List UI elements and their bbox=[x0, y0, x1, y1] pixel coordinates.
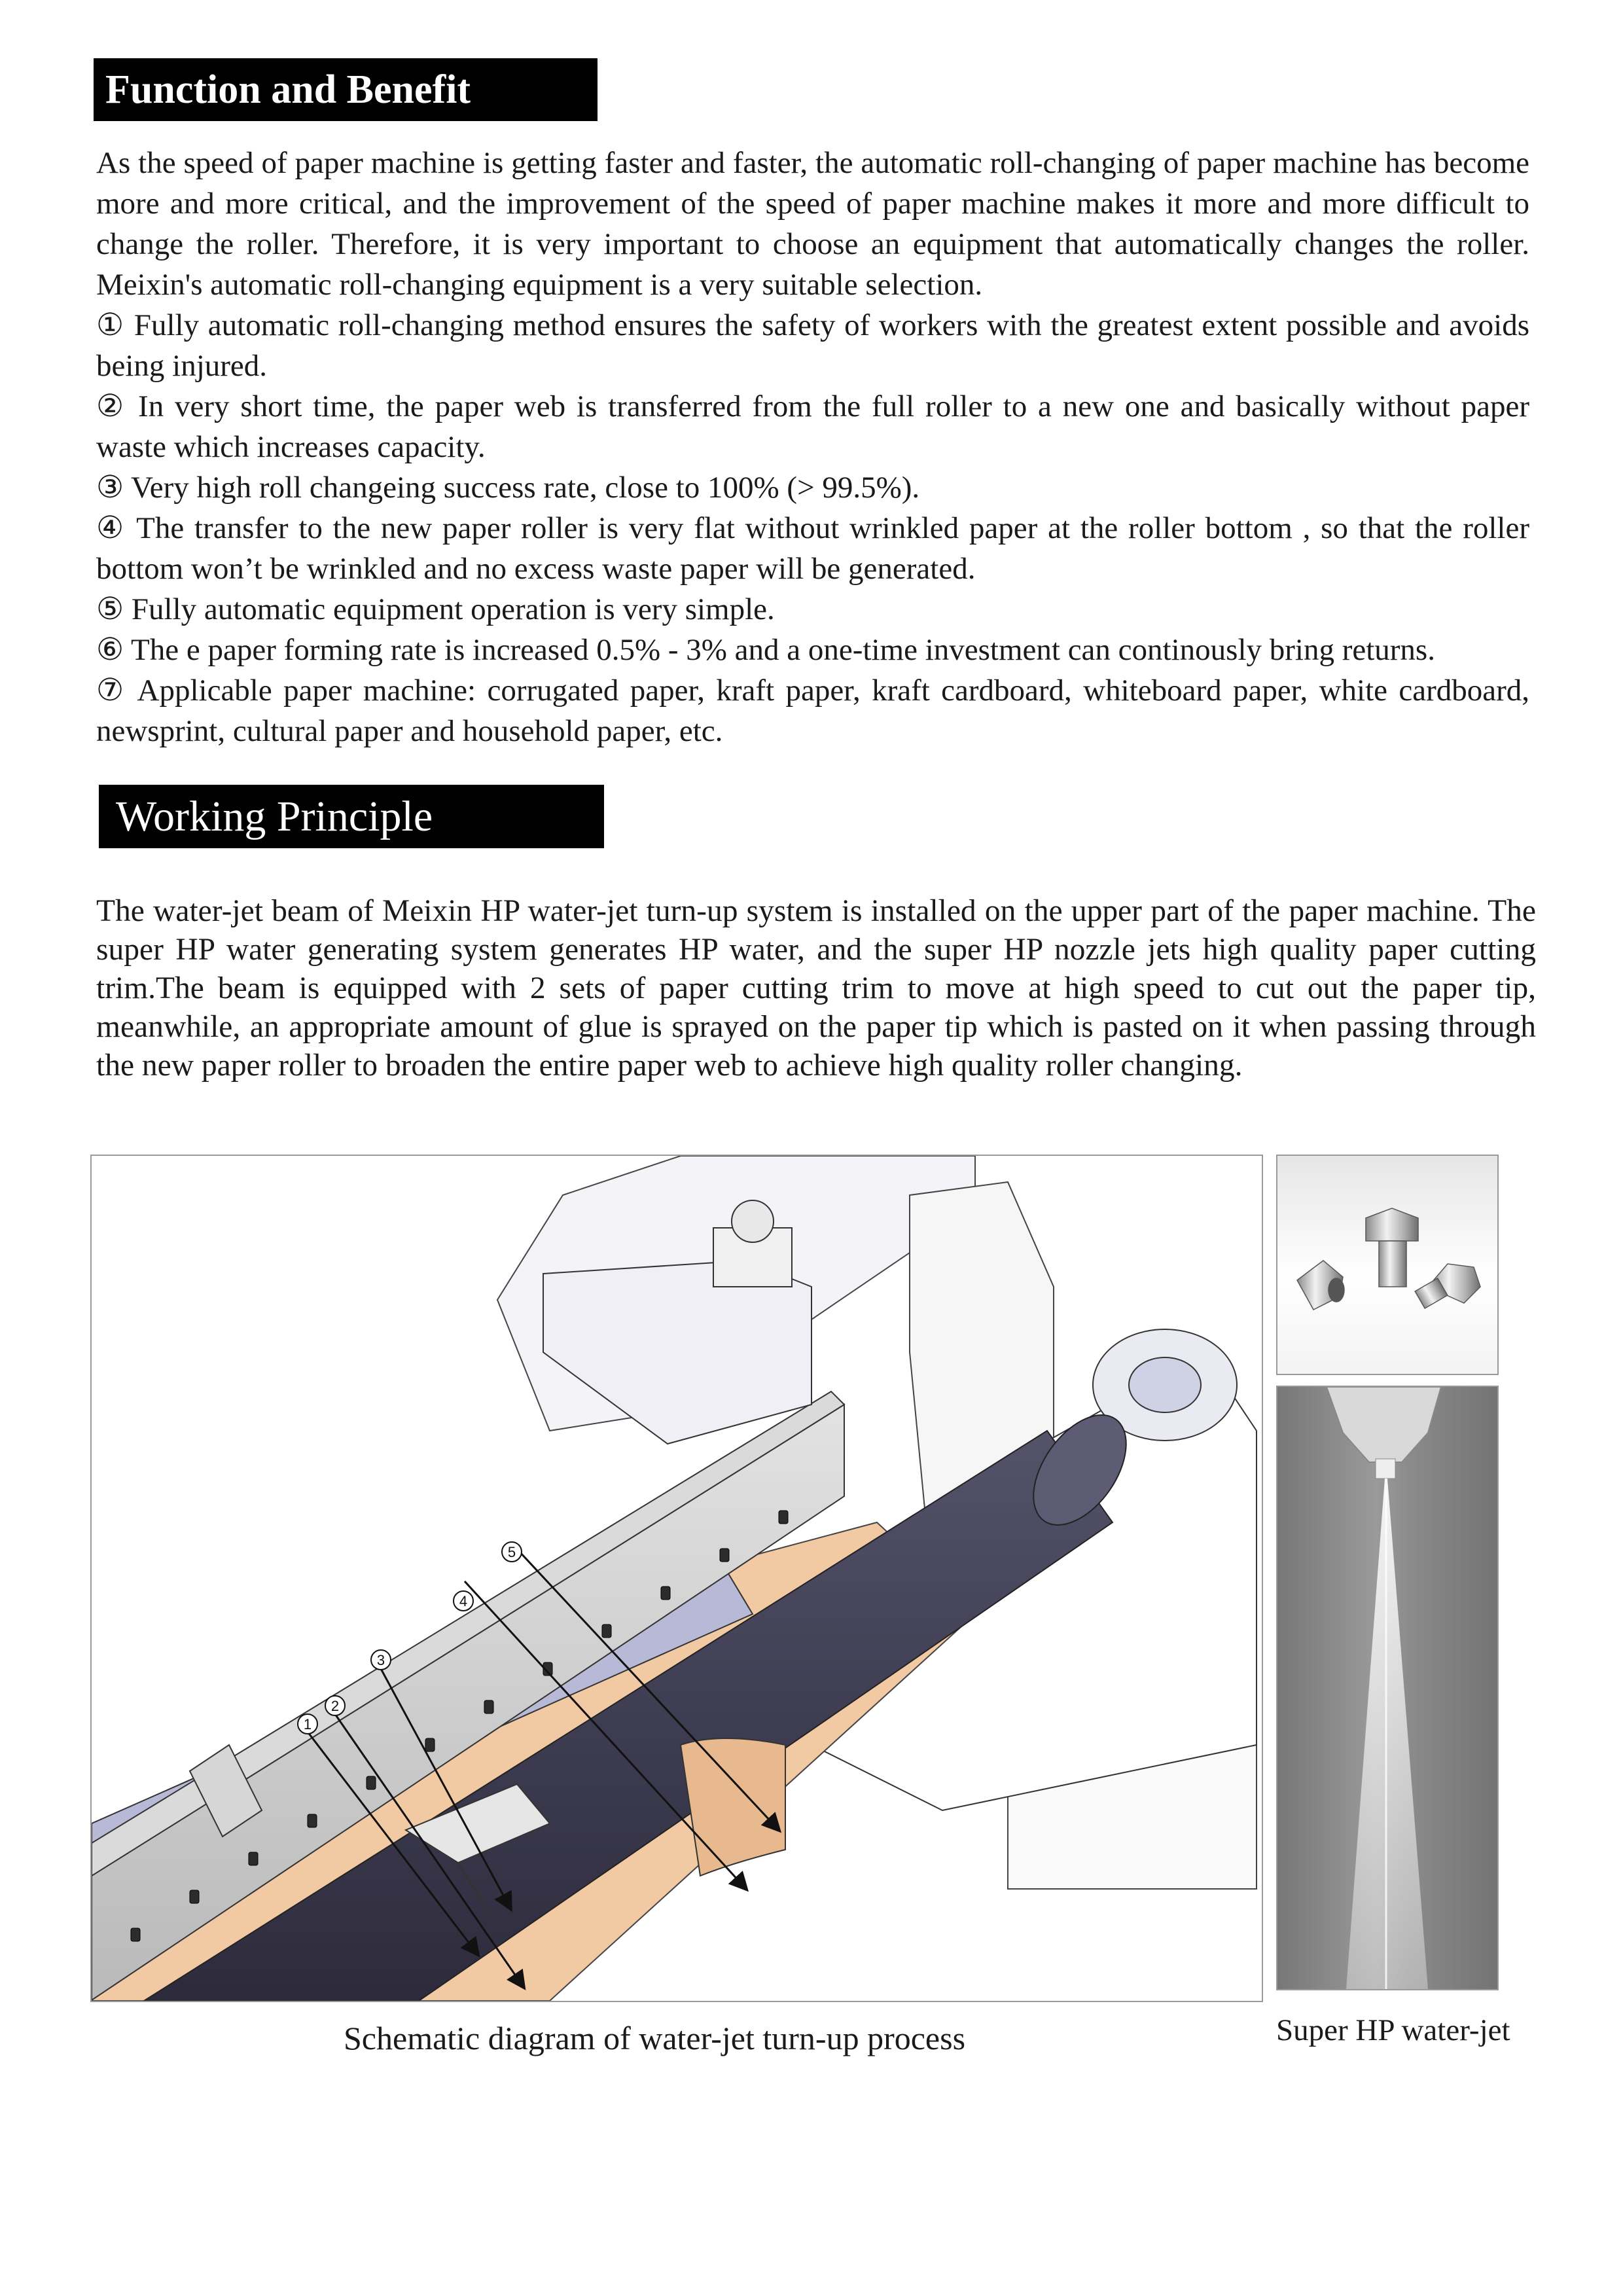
schematic-illustration bbox=[92, 1156, 1262, 2001]
benefit-item-1: ① Fully automatic roll-changing method ensures the safety of workers with the greatest extent possible and avoids being injured. bbox=[96, 308, 1529, 383]
marker-3: 3 bbox=[376, 1652, 385, 1668]
working-principle-text: The water-jet beam of Meixin HP water-jet turn-up system is installed on the upper part of the paper machine. The super HP water generating system generates HP water, and the super HP nozzle jets high quality paper cutting trim.The beam is equipped with 2 sets of paper cutting trim to move at high speed to cut out the paper tip, meanwhile, an appropriate amount of glue is sprayed on the paper tip which is pasted on it when passing through the new paper roller to broaden the entire paper web to achieve high quality roller changing. bbox=[96, 894, 1536, 1083]
water-jet-photo bbox=[1276, 1386, 1499, 1990]
benefit-item-2: ② In very short time, the paper web is transferred from the full roller to a new one and basically without paper waste which increases capacity. bbox=[96, 389, 1529, 464]
working-body bbox=[96, 892, 1536, 1085]
benefit-item-7: ⑦ Applicable paper machine: corrugated paper, kraft paper, kraft cardboard, whiteboard paper, white cardboard, newsprint, cultural paper and household paper, etc. bbox=[96, 673, 1529, 748]
benefit-item-4: ④ The transfer to the new paper roller is very flat without wrinkled paper at the roller bottom , so that the roller bottom won’t be wrinkled and no excess waste paper will be generated. bbox=[96, 511, 1529, 586]
nozzle-illustration bbox=[1277, 1156, 1497, 1374]
jet-caption: Super HP water-jet bbox=[1276, 2013, 1510, 2047]
diagram-caption: Schematic diagram of water-jet turn-up process bbox=[344, 2020, 966, 2056]
function-body bbox=[96, 143, 1529, 751]
function-intro: As the speed of paper machine is getting faster and faster, the automatic roll-changing of paper machine has become more and more critical, and the improvement of the speed of paper machine makes it more and more difficult to change the roller. Therefore, it is very important to choose an equipment that automatically changes the roller. Meixin's automatic roll-changing equipment is a very suitable selection. bbox=[96, 146, 1529, 302]
marker-1: 1 bbox=[303, 1716, 312, 1732]
schematic-diagram bbox=[90, 1155, 1263, 2002]
water-jet-illustration bbox=[1277, 1387, 1497, 1989]
marker-4: 4 bbox=[459, 1593, 468, 1609]
nozzle-photo bbox=[1276, 1155, 1499, 1375]
marker-2: 2 bbox=[330, 1698, 340, 1714]
section-heading-function: Function and Benefit bbox=[94, 58, 597, 121]
benefit-item-6: ⑥ The e paper forming rate is increased 0.5% - 3% and a one-time investment can continously bring returns. bbox=[96, 633, 1435, 667]
benefit-item-5: ⑤ Fully automatic equipment operation is very simple. bbox=[96, 592, 775, 626]
benefit-item-3: ③ Very high roll changeing success rate, close to 100% (> 99.5%). bbox=[96, 471, 920, 505]
marker-5: 5 bbox=[507, 1544, 516, 1560]
section-heading-working: Working Principle bbox=[99, 785, 604, 848]
